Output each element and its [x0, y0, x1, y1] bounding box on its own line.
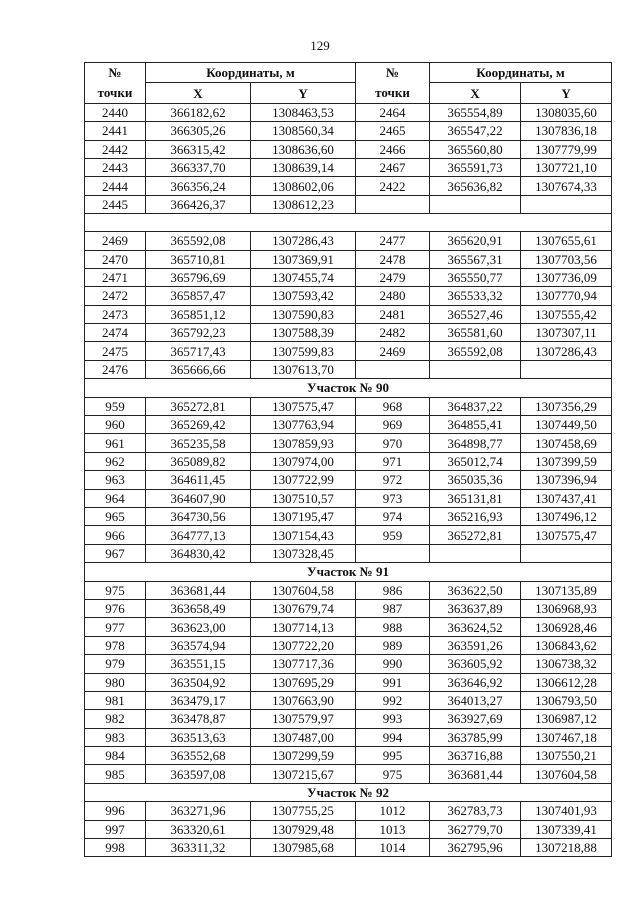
point-number-right: 2422: [356, 177, 430, 195]
point-number-left: 978: [85, 636, 146, 654]
coordinates-header-right: Координаты, м: [430, 63, 612, 83]
y-coordinate-left: 1307679,74: [251, 599, 356, 617]
x-coordinate-right: [430, 360, 521, 378]
x-coordinate-left: 365269,42: [146, 416, 251, 434]
x-coordinate-right: 365035,36: [430, 471, 521, 489]
point-number-left: 998: [85, 839, 146, 857]
y-coordinate-left: 1307455,74: [251, 268, 356, 286]
y-coordinate-right: 1307399,59: [521, 452, 612, 470]
point-number-right: 969: [356, 416, 430, 434]
point-number-left: 984: [85, 747, 146, 765]
x-coordinate-left: 365857,47: [146, 287, 251, 305]
table-row: [85, 747, 612, 765]
point-number-right: 2480: [356, 287, 430, 305]
y-coordinate-right: 1307437,41: [521, 489, 612, 507]
point-number-left: 2469: [85, 232, 146, 250]
y-coordinate-right: 1307307,11: [521, 324, 612, 342]
point-number-left: 996: [85, 802, 146, 820]
point-number-left: 967: [85, 544, 146, 562]
y-coordinate-left: 1307215,67: [251, 765, 356, 783]
x-coordinate-right: 365272,81: [430, 526, 521, 544]
y-coordinate-right: 1307458,69: [521, 434, 612, 452]
x-coordinate-left: 364777,13: [146, 526, 251, 544]
y-coordinate-right: 1307218,88: [521, 839, 612, 857]
point-number-left: 977: [85, 618, 146, 636]
table-row: [85, 268, 612, 286]
section-header-row: [85, 563, 612, 581]
x-coordinate-left: 365710,81: [146, 250, 251, 268]
x-coordinate-left: 365796,69: [146, 268, 251, 286]
y-coordinate-left: 1307722,20: [251, 636, 356, 654]
x-coordinate-right: 365533,32: [430, 287, 521, 305]
y-coordinate-right: 1306793,50: [521, 691, 612, 709]
point-number-header-left: №: [85, 63, 146, 83]
y-coordinate-right: 1307555,42: [521, 305, 612, 323]
y-coordinate-right: 1307401,93: [521, 802, 612, 820]
point-number-right: 975: [356, 765, 430, 783]
x-coordinate-right: 363622,50: [430, 581, 521, 599]
point-number-right: 974: [356, 507, 430, 525]
point-number-right: 970: [356, 434, 430, 452]
point-number-right: 972: [356, 471, 430, 489]
y-coordinate-right: 1306987,12: [521, 710, 612, 728]
table-row: [85, 636, 612, 654]
x-coordinate-right: 365567,31: [430, 250, 521, 268]
y-coordinate-left: 1307328,45: [251, 544, 356, 562]
y-coordinate-right: 1307135,89: [521, 581, 612, 599]
point-number-right: [356, 544, 430, 562]
table-row: [85, 581, 612, 599]
point-number-right: 1014: [356, 839, 430, 857]
y-coordinate-left: 1307487,00: [251, 728, 356, 746]
x-coordinate-left: 363574,94: [146, 636, 251, 654]
x-coordinate-left: 363552,68: [146, 747, 251, 765]
y-coordinate-right: 1307721,10: [521, 158, 612, 176]
y-coordinate-right: 1307779,99: [521, 140, 612, 158]
x-coordinate-left: 365792,23: [146, 324, 251, 342]
point-number-left: 979: [85, 655, 146, 673]
table-row: [85, 305, 612, 323]
point-number-right: 990: [356, 655, 430, 673]
section-title: [85, 214, 612, 232]
x-coordinate-left: 363551,15: [146, 655, 251, 673]
coordinates-table: [84, 62, 612, 857]
y-coordinate-left: 1308602,06: [251, 177, 356, 195]
y-coordinate-left: 1307579,97: [251, 710, 356, 728]
table-row: [85, 710, 612, 728]
y-coordinate-right: [521, 544, 612, 562]
y-coordinate-right: 1307736,09: [521, 268, 612, 286]
point-number-right: 2466: [356, 140, 430, 158]
point-number-left: 2472: [85, 287, 146, 305]
table-row: [85, 544, 612, 562]
table-row: [85, 250, 612, 268]
x-coordinate-left: 363658,49: [146, 599, 251, 617]
x-coordinate-right: [430, 544, 521, 562]
table-row: [85, 287, 612, 305]
y-coordinate-right: 1307655,61: [521, 232, 612, 250]
x-coordinate-left: 365235,58: [146, 434, 251, 452]
y-coordinate-left: 1307722,99: [251, 471, 356, 489]
table-row: [85, 434, 612, 452]
point-number-left: 2475: [85, 342, 146, 360]
point-number-right: 991: [356, 673, 430, 691]
point-number-right: 2467: [356, 158, 430, 176]
y-coordinate-right: 1307575,47: [521, 526, 612, 544]
x-coordinate-right: 365527,46: [430, 305, 521, 323]
x-coordinate-right: 363605,92: [430, 655, 521, 673]
point-number-left: 985: [85, 765, 146, 783]
table-row: [85, 691, 612, 709]
table-row: [85, 158, 612, 176]
y-coordinate-left: 1307299,59: [251, 747, 356, 765]
x-coordinate-right: 363624,52: [430, 618, 521, 636]
point-number-right: 1012: [356, 802, 430, 820]
point-number-left: 975: [85, 581, 146, 599]
y-coordinate-left: 1307755,25: [251, 802, 356, 820]
x-coordinate-left: 366305,26: [146, 122, 251, 140]
x-coordinate-right: 365216,93: [430, 507, 521, 525]
x-coordinate-left: 363597,08: [146, 765, 251, 783]
x-coordinate-left: 364730,56: [146, 507, 251, 525]
y-coordinate-left: 1307510,57: [251, 489, 356, 507]
point-number-left: 961: [85, 434, 146, 452]
y-coordinate-left: 1307599,83: [251, 342, 356, 360]
x-coordinate-right: 365592,08: [430, 342, 521, 360]
y-coordinate-left: 1307195,47: [251, 507, 356, 525]
point-number-right: 995: [356, 747, 430, 765]
y-coordinate-right: 1307339,41: [521, 820, 612, 838]
table-row: [85, 232, 612, 250]
x-coordinate-right: 364898,77: [430, 434, 521, 452]
x-coordinate-left: 363271,96: [146, 802, 251, 820]
x-coordinate-right: 363637,89: [430, 599, 521, 617]
x-coordinate-left: 365592,08: [146, 232, 251, 250]
y-coordinate-right: 1307836,18: [521, 122, 612, 140]
x-coordinate-right: 365581,60: [430, 324, 521, 342]
y-coordinate-left: 1307763,94: [251, 416, 356, 434]
y-coordinate-left: 1307613,70: [251, 360, 356, 378]
table-row: [85, 655, 612, 673]
x-coordinate-left: 366182,62: [146, 103, 251, 121]
table-row: [85, 397, 612, 415]
point-number-right: 993: [356, 710, 430, 728]
point-number-right: 971: [356, 452, 430, 470]
point-number-left: 2474: [85, 324, 146, 342]
coordinates-header-left: Координаты, м: [146, 63, 356, 83]
point-number-left: 2444: [85, 177, 146, 195]
point-number-right: 973: [356, 489, 430, 507]
x-coordinate-left: 363479,17: [146, 691, 251, 709]
y-coordinate-left: 1307593,42: [251, 287, 356, 305]
page-number: 129: [310, 38, 330, 53]
table-row: [85, 342, 612, 360]
x-coordinate-right: 365560,80: [430, 140, 521, 158]
y-coordinate-right: 1307467,18: [521, 728, 612, 746]
y-coordinate-right: 1307286,43: [521, 342, 612, 360]
section-header-row: [85, 379, 612, 397]
x-coordinate-left: 363504,92: [146, 673, 251, 691]
point-number-left: 2471: [85, 268, 146, 286]
table-row: [85, 177, 612, 195]
x-coordinate-left: 363513,63: [146, 728, 251, 746]
table-row: [85, 839, 612, 857]
x-coordinate-left: 364830,42: [146, 544, 251, 562]
y-coordinate-right: [521, 360, 612, 378]
point-number-right: 2464: [356, 103, 430, 121]
y-coordinate-left: 1307154,43: [251, 526, 356, 544]
x-coordinate-left: 365851,12: [146, 305, 251, 323]
x-coordinate-left: 364607,90: [146, 489, 251, 507]
point-number-left: 2445: [85, 195, 146, 213]
point-number-left: 2441: [85, 122, 146, 140]
point-number-right: 2482: [356, 324, 430, 342]
point-number-right: 988: [356, 618, 430, 636]
point-number-left: 983: [85, 728, 146, 746]
x-coordinate-left: 365089,82: [146, 452, 251, 470]
y-coordinate-right: 1307703,56: [521, 250, 612, 268]
x-header-left: X: [146, 83, 251, 103]
point-number-left: 959: [85, 397, 146, 415]
x-coordinate-right: 364013,27: [430, 691, 521, 709]
point-number-right: [356, 360, 430, 378]
section-title: Участок № 91: [85, 563, 612, 581]
table-row: [85, 526, 612, 544]
point-number-left: 2440: [85, 103, 146, 121]
y-coordinate-right: 1307449,50: [521, 416, 612, 434]
x-coordinate-left: 365717,43: [146, 342, 251, 360]
y-coordinate-left: 1307985,68: [251, 839, 356, 857]
point-number-left: 980: [85, 673, 146, 691]
x-coordinate-left: 366426,37: [146, 195, 251, 213]
table-row: [85, 324, 612, 342]
point-number-left: 963: [85, 471, 146, 489]
table-row: [85, 489, 612, 507]
x-coordinate-right: 365131,81: [430, 489, 521, 507]
x-coordinate-right: 365636,82: [430, 177, 521, 195]
y-coordinate-right: 1307396,94: [521, 471, 612, 489]
y-header-right: Y: [521, 83, 612, 103]
point-number-right: 992: [356, 691, 430, 709]
y-coordinate-left: 1307695,29: [251, 673, 356, 691]
point-number-right: 989: [356, 636, 430, 654]
x-coordinate-left: 363681,44: [146, 581, 251, 599]
section-title: Участок № 92: [85, 783, 612, 801]
x-coordinate-left: 365272,81: [146, 397, 251, 415]
x-coordinate-right: 363681,44: [430, 765, 521, 783]
y-coordinate-left: 1308463,53: [251, 103, 356, 121]
point-label-left: точки: [85, 83, 146, 103]
table-row: [85, 122, 612, 140]
y-coordinate-left: 1308639,14: [251, 158, 356, 176]
x-coordinate-left: 366315,42: [146, 140, 251, 158]
y-coordinate-left: 1307859,93: [251, 434, 356, 452]
y-coordinate-right: 1307674,33: [521, 177, 612, 195]
x-coordinate-right: [430, 195, 521, 213]
point-number-right: 994: [356, 728, 430, 746]
point-number-right: 986: [356, 581, 430, 599]
y-coordinate-right: 1306928,46: [521, 618, 612, 636]
x-coordinate-right: 365547,22: [430, 122, 521, 140]
table-row: [85, 471, 612, 489]
y-header-left: Y: [251, 83, 356, 103]
x-coordinate-left: 363320,61: [146, 820, 251, 838]
point-number-left: 964: [85, 489, 146, 507]
y-coordinate-right: 1308035,60: [521, 103, 612, 121]
point-number-header-right: №: [356, 63, 430, 83]
table-body: [85, 103, 612, 857]
point-number-right: 2478: [356, 250, 430, 268]
y-coordinate-left: 1307717,36: [251, 655, 356, 673]
y-coordinate-left: 1308612,23: [251, 195, 356, 213]
point-number-left: 2442: [85, 140, 146, 158]
y-coordinate-right: 1306738,32: [521, 655, 612, 673]
table-row: [85, 360, 612, 378]
section-title: Участок № 90: [85, 379, 612, 397]
table-row: [85, 140, 612, 158]
table-row: [85, 507, 612, 525]
y-coordinate-left: 1308636,60: [251, 140, 356, 158]
point-number-right: 2479: [356, 268, 430, 286]
x-coordinate-right: 362795,96: [430, 839, 521, 857]
table-row: [85, 820, 612, 838]
point-number-left: 960: [85, 416, 146, 434]
y-coordinate-left: 1307604,58: [251, 581, 356, 599]
point-number-right: 2465: [356, 122, 430, 140]
point-number-right: [356, 195, 430, 213]
table-row: [85, 673, 612, 691]
table-row: [85, 765, 612, 783]
point-number-left: 2473: [85, 305, 146, 323]
point-number-left: 982: [85, 710, 146, 728]
point-number-right: 987: [356, 599, 430, 617]
x-coordinate-right: 365591,73: [430, 158, 521, 176]
table-subheader-row: [85, 83, 612, 103]
x-coordinate-left: 365666,66: [146, 360, 251, 378]
point-number-left: 997: [85, 820, 146, 838]
y-coordinate-left: 1307286,43: [251, 232, 356, 250]
y-coordinate-left: 1307929,48: [251, 820, 356, 838]
y-coordinate-left: 1307590,83: [251, 305, 356, 323]
table-row: [85, 618, 612, 636]
point-number-left: 2443: [85, 158, 146, 176]
y-coordinate-left: 1307575,47: [251, 397, 356, 415]
table-row: [85, 103, 612, 121]
x-coordinate-right: 362779,70: [430, 820, 521, 838]
section-header-row: [85, 783, 612, 801]
point-number-right: 2481: [356, 305, 430, 323]
table-row: [85, 416, 612, 434]
x-coordinate-right: 363646,92: [430, 673, 521, 691]
table-row: [85, 599, 612, 617]
x-coordinate-right: 365012,74: [430, 452, 521, 470]
point-number-left: 976: [85, 599, 146, 617]
table-row: [85, 452, 612, 470]
y-coordinate-right: 1307496,12: [521, 507, 612, 525]
y-coordinate-left: 1308560,34: [251, 122, 356, 140]
x-header-right: X: [430, 83, 521, 103]
x-coordinate-left: 366356,24: [146, 177, 251, 195]
x-coordinate-right: 363716,88: [430, 747, 521, 765]
x-coordinate-left: 363623,00: [146, 618, 251, 636]
x-coordinate-right: 362783,73: [430, 802, 521, 820]
y-coordinate-right: [521, 195, 612, 213]
x-coordinate-left: 364611,45: [146, 471, 251, 489]
point-number-left: 981: [85, 691, 146, 709]
y-coordinate-right: 1306612,28: [521, 673, 612, 691]
x-coordinate-left: 366337,70: [146, 158, 251, 176]
table-row: [85, 802, 612, 820]
x-coordinate-right: 363785,99: [430, 728, 521, 746]
point-number-right: 2469: [356, 342, 430, 360]
point-number-left: 962: [85, 452, 146, 470]
x-coordinate-right: 363591,26: [430, 636, 521, 654]
y-coordinate-right: 1306843,62: [521, 636, 612, 654]
x-coordinate-right: 364855,41: [430, 416, 521, 434]
table-row: [85, 195, 612, 213]
section-gap-row: [85, 214, 612, 232]
x-coordinate-right: 365554,89: [430, 103, 521, 121]
point-number-right: 959: [356, 526, 430, 544]
y-coordinate-left: 1307663,90: [251, 691, 356, 709]
y-coordinate-right: 1307604,58: [521, 765, 612, 783]
point-label-right: точки: [356, 83, 430, 103]
y-coordinate-left: 1307974,00: [251, 452, 356, 470]
x-coordinate-right: 365550,77: [430, 268, 521, 286]
x-coordinate-right: 365620,91: [430, 232, 521, 250]
point-number-right: 2477: [356, 232, 430, 250]
x-coordinate-right: 363927,69: [430, 710, 521, 728]
point-number-right: 968: [356, 397, 430, 415]
table-header-row: [85, 63, 612, 83]
y-coordinate-left: 1307714,13: [251, 618, 356, 636]
x-coordinate-left: 363311,32: [146, 839, 251, 857]
y-coordinate-right: 1306968,93: [521, 599, 612, 617]
point-number-left: 2476: [85, 360, 146, 378]
point-number-left: 2470: [85, 250, 146, 268]
point-number-left: 966: [85, 526, 146, 544]
x-coordinate-left: 363478,87: [146, 710, 251, 728]
y-coordinate-right: 1307550,21: [521, 747, 612, 765]
y-coordinate-right: 1307356,29: [521, 397, 612, 415]
y-coordinate-left: 1307588,39: [251, 324, 356, 342]
point-number-right: 1013: [356, 820, 430, 838]
table-row: [85, 728, 612, 746]
y-coordinate-right: 1307770,94: [521, 287, 612, 305]
x-coordinate-right: 364837,22: [430, 397, 521, 415]
y-coordinate-left: 1307369,91: [251, 250, 356, 268]
point-number-left: 965: [85, 507, 146, 525]
